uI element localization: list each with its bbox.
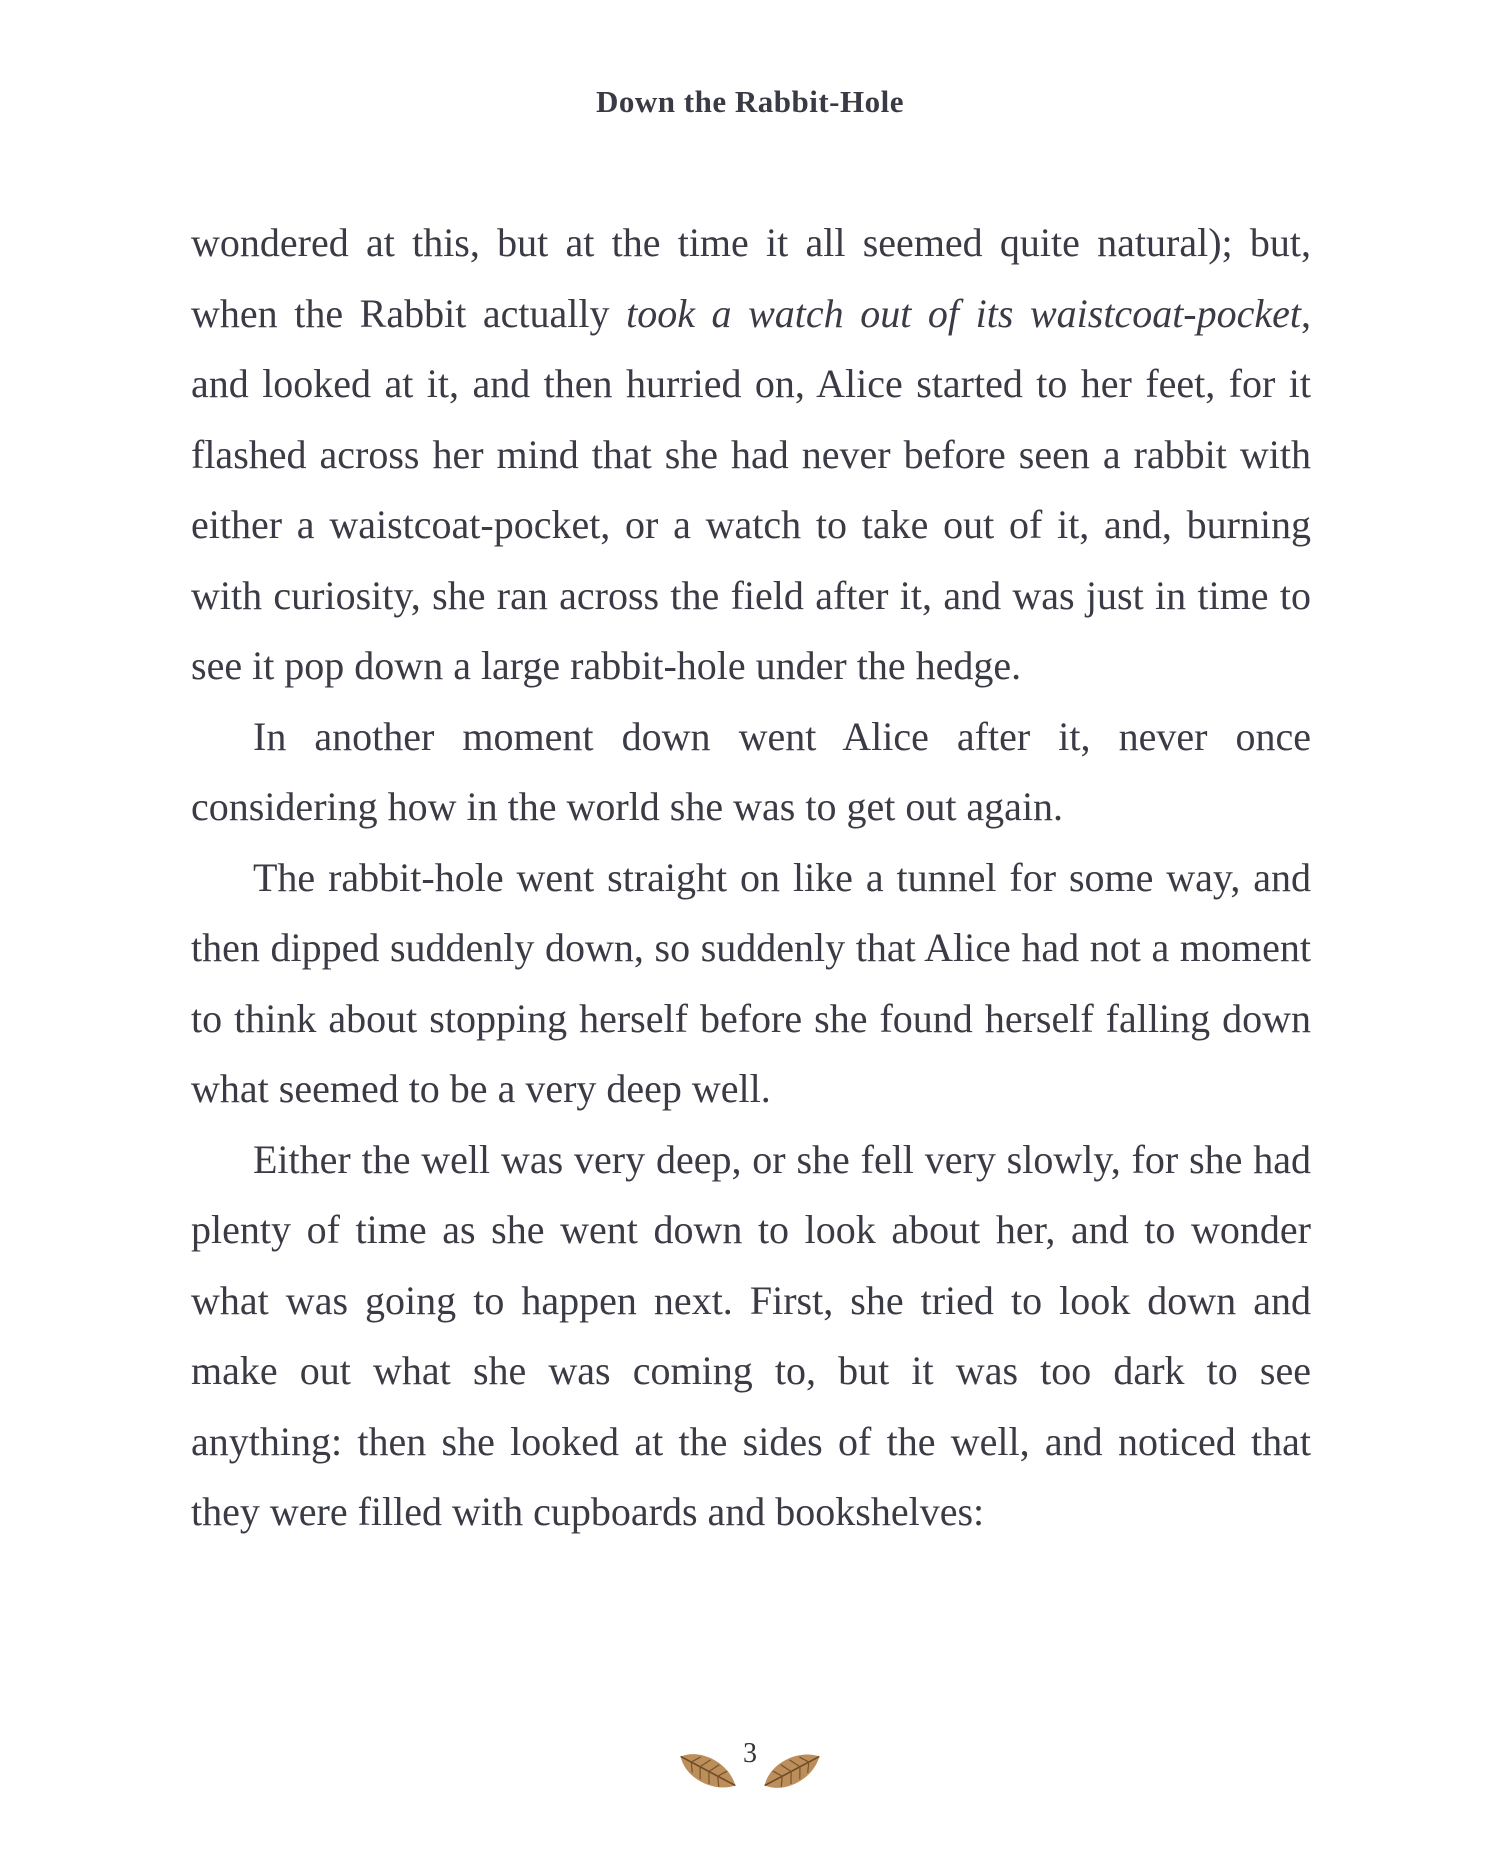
paragraph-1-end: , and looked at it, and then hurried on, Alice started to her feet, for it flashed across her mind that she had never before seen a rabbit with either a waistcoat-pocket, or a watch to take out of it, and, burning with curiosity, she ran across the field after it, and was just in time to see it pop down a large rabbit-hole under the hedge. bbox=[191, 290, 1311, 688]
folio-ornament-group bbox=[665, 1738, 835, 1798]
running-head-title: Down the Rabbit-Hole bbox=[596, 84, 904, 119]
paragraph-1-start: wondered at this, but at the time it all seemed quite natural); but, when the Rabbit actually bbox=[191, 220, 1311, 336]
paragraph-1 bbox=[191, 208, 1311, 702]
paragraph-3: The rabbit-hole went straight on like a tunnel for some way, and then dipped suddenly down, so suddenly that Alice had not a moment to think about stopping herself before she found herself falling down what seemed to be a very deep well. bbox=[191, 854, 1311, 1111]
page-footer bbox=[0, 1738, 1500, 1798]
page-number: 3 bbox=[743, 1738, 757, 1769]
paragraph-1-italic: took a watch out of its waistcoat-pocket bbox=[626, 290, 1301, 336]
paragraph-4: Either the well was very deep, or she fell very slowly, for she had plenty of time as she went down to look about her, and to wonder what was going to happen next. First, she tried to look down and make out what she was coming to, but it was too dark to see anything: then she looked at the sides of the well, and noticed that they were filled with cupboards and bookshelves: bbox=[191, 1136, 1311, 1534]
paragraph-2: In another moment down went Alice after it, never once considering how in the world she was to get out again. bbox=[191, 713, 1311, 829]
body-text bbox=[191, 208, 1311, 1548]
right-leaf-icon bbox=[757, 1748, 827, 1794]
